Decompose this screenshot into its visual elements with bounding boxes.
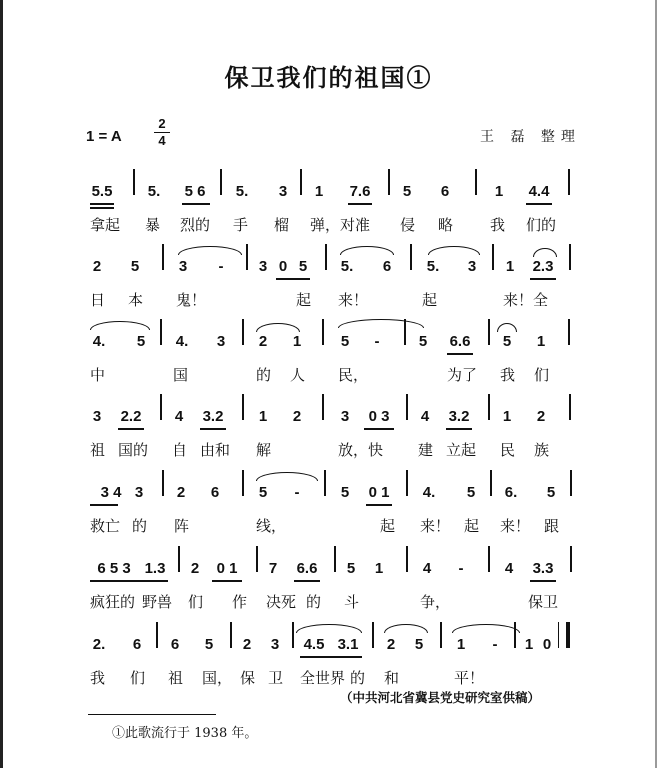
time-signature-denominator: 4 [158,133,166,148]
lyric: 们 [188,593,204,611]
lyric: 烈的 [180,216,211,234]
notation-row [0,408,657,432]
note: 5 [414,636,424,653]
note: 3 [278,183,288,200]
lyric: 全世界 [300,669,346,687]
notation-row [0,183,657,207]
lyrics-row [0,290,657,314]
note: 5 [418,333,428,350]
song-title: 保卫我们的祖国① [224,63,433,92]
note: 1 [536,333,546,350]
note: 1 [314,183,324,200]
note: 4 [422,560,432,577]
score-system-7 [0,636,657,716]
score-system-4 [0,408,657,488]
lyric: 来！全 [503,291,549,309]
note: - [294,484,300,501]
note: 6 [440,183,450,200]
note: 4.5 [303,636,325,653]
lyric: 自 [172,441,188,459]
note: 2.2 [120,408,142,425]
lyric: 平！ [454,669,485,687]
note: 1 [505,258,515,275]
lyric: 由和 [200,441,231,459]
lyric: 放，快 [338,441,384,459]
note: 3 [467,258,477,275]
note: 5 [136,333,146,350]
lyric: 线， [256,517,287,535]
note: 2. [92,636,106,653]
source-credit: （中共河北省冀县党史研究室供稿） [340,690,541,705]
note: 6 [210,484,220,501]
lyric: 争， [420,593,451,611]
lyric: 解 [256,441,272,459]
lyric: 略 [438,216,454,234]
note: 1 [258,408,268,425]
note: 3 [270,636,280,653]
lyric: 斗 [344,593,360,611]
note: 6 [382,258,392,275]
lyric: 的 [132,517,148,535]
note: 4. [175,333,189,350]
note: 5. [147,183,161,200]
lyric: 保卫 [528,593,559,611]
note: 5 [204,636,214,653]
lyric: 卫 [268,669,284,687]
footnote-rule [88,714,216,715]
lyric: 我 [90,669,106,687]
note: 7 [268,560,278,577]
note: 5 [502,333,512,350]
note: 1 [292,333,302,350]
note: 6.6 [296,560,318,577]
lyric: 来！ [420,517,451,535]
note: 5 [546,484,556,501]
note: 6 [132,636,142,653]
note: 5. [235,183,249,200]
lyric: 民 [500,441,516,459]
note: 6. [504,484,518,501]
notation-row [0,636,657,660]
lyric: 的 [350,669,366,687]
lyric: 疯狂的 [90,593,136,611]
note: 5 [258,484,268,501]
lyric: 中 [90,366,106,384]
lyric: 来！ [338,291,369,309]
note: 3 [134,484,144,501]
lyric: 本 [128,291,144,309]
note: 4. [422,484,436,501]
key-signature: 1 = A [86,128,122,145]
lyric: 弹，对准 [310,216,371,234]
note: 4. [92,333,106,350]
note: 1 [494,183,504,200]
lyric: 救亡 [90,517,121,535]
lyrics-row [0,592,657,616]
note: 1 [374,560,384,577]
lyric: 们 [130,669,146,687]
score-system-3 [0,333,657,413]
lyric: 族 [534,441,550,459]
note: 3 4 [100,484,122,501]
time-signature-numerator: 2 [158,116,166,131]
notation-row [0,333,657,357]
lyrics-row [0,215,657,239]
lyric: 阵 [174,517,190,535]
note: 0 [278,258,288,275]
lyric: 鬼！ [176,291,207,309]
lyric: 的 [306,593,322,611]
note: 3 [92,408,102,425]
lyric: 起 [422,291,438,309]
note: 3 [340,408,350,425]
lyric: 跟 [544,517,560,535]
note: 5 [466,484,476,501]
note: 2 [176,484,186,501]
notation-row [0,258,657,282]
arranger-credit: 王 磊 整理 [480,129,581,145]
note: 0 1 [368,484,390,501]
note: 5 [130,258,140,275]
lyric: 祖 [90,441,106,459]
note: 3 [258,258,268,275]
lyric: 国， [202,669,233,687]
note: - [458,560,464,577]
notation-row [0,560,657,584]
lyric: 手 [233,216,249,234]
lyric: 拿起 [90,216,121,234]
note: 2 [258,333,268,350]
note: 2 [536,408,546,425]
lyric: 国 [173,366,189,384]
lyric: 民， [338,366,369,384]
note: 5 [298,258,308,275]
lyric: 建 [418,441,434,459]
note: 5 [340,333,350,350]
note: 3.2 [202,408,224,425]
note: 2 [386,636,396,653]
note: - [374,333,380,350]
lyric: 暴 [145,216,161,234]
note: 2 [292,408,302,425]
note: 2 [92,258,102,275]
note: 2 [190,560,200,577]
lyric: 立起 [446,441,477,459]
note: 1 [524,636,534,653]
note: 0 [542,636,552,653]
lyric: 作 [232,593,248,611]
note: 6 5 3 [97,560,131,577]
lyric: 决死 [266,593,297,611]
lyric: 野兽 [142,593,173,611]
note: 0 3 [368,408,390,425]
note: 4 [504,560,514,577]
note: 0 1 [216,560,238,577]
note: - [218,258,224,275]
lyric: 来！ [500,517,531,535]
lyrics-row [0,516,657,540]
note: 1 [456,636,466,653]
time-signature [154,117,170,148]
lyric: 国的 [118,441,149,459]
lyric: 日 [90,291,106,309]
lyric: 侵 [400,216,416,234]
note: 5.5 [91,183,113,200]
lyric: 我 [500,366,516,384]
lyric: 祖 [168,669,184,687]
note: - [492,636,498,653]
note: 5. [340,258,354,275]
lyric: 我 [490,216,506,234]
note: 7.6 [349,183,371,200]
lyric: 们的 [526,216,557,234]
lyrics-row [0,668,657,692]
note: 5 [402,183,412,200]
note: 1 [502,408,512,425]
note: 3.1 [337,636,359,653]
lyrics-row [0,365,657,389]
lyric: 们 [534,366,550,384]
lyric: 和 [384,669,400,687]
note: 5. [426,258,440,275]
footnote: ①此歌流行于 1938 年。 [112,726,258,741]
note: 3 [178,258,188,275]
note: 2 [242,636,252,653]
note: 5 [340,484,350,501]
note: 1.3 [144,560,166,577]
note: 6.6 [449,333,471,350]
note: 5 [346,560,356,577]
lyric: 起 [464,517,480,535]
score-system-1 [0,183,657,263]
lyric: 起 [380,517,396,535]
lyric: 榴 [274,216,290,234]
score-system-5 [0,484,657,564]
note: 4.4 [528,183,550,200]
note: 4 [420,408,430,425]
lyric: 保 [240,669,256,687]
lyric: 人 [290,366,306,384]
note: 3.3 [532,560,554,577]
notation-row [0,484,657,508]
lyric: 起 [296,291,312,309]
lyric: 的 [256,366,272,384]
note: 3.2 [448,408,470,425]
note: 6 [170,636,180,653]
note: 2.3 [532,258,554,275]
lyric: 为了 [447,366,478,384]
note: 3 [216,333,226,350]
note: 4 [174,408,184,425]
lyrics-row [0,440,657,464]
note: 5 6 [184,183,206,200]
